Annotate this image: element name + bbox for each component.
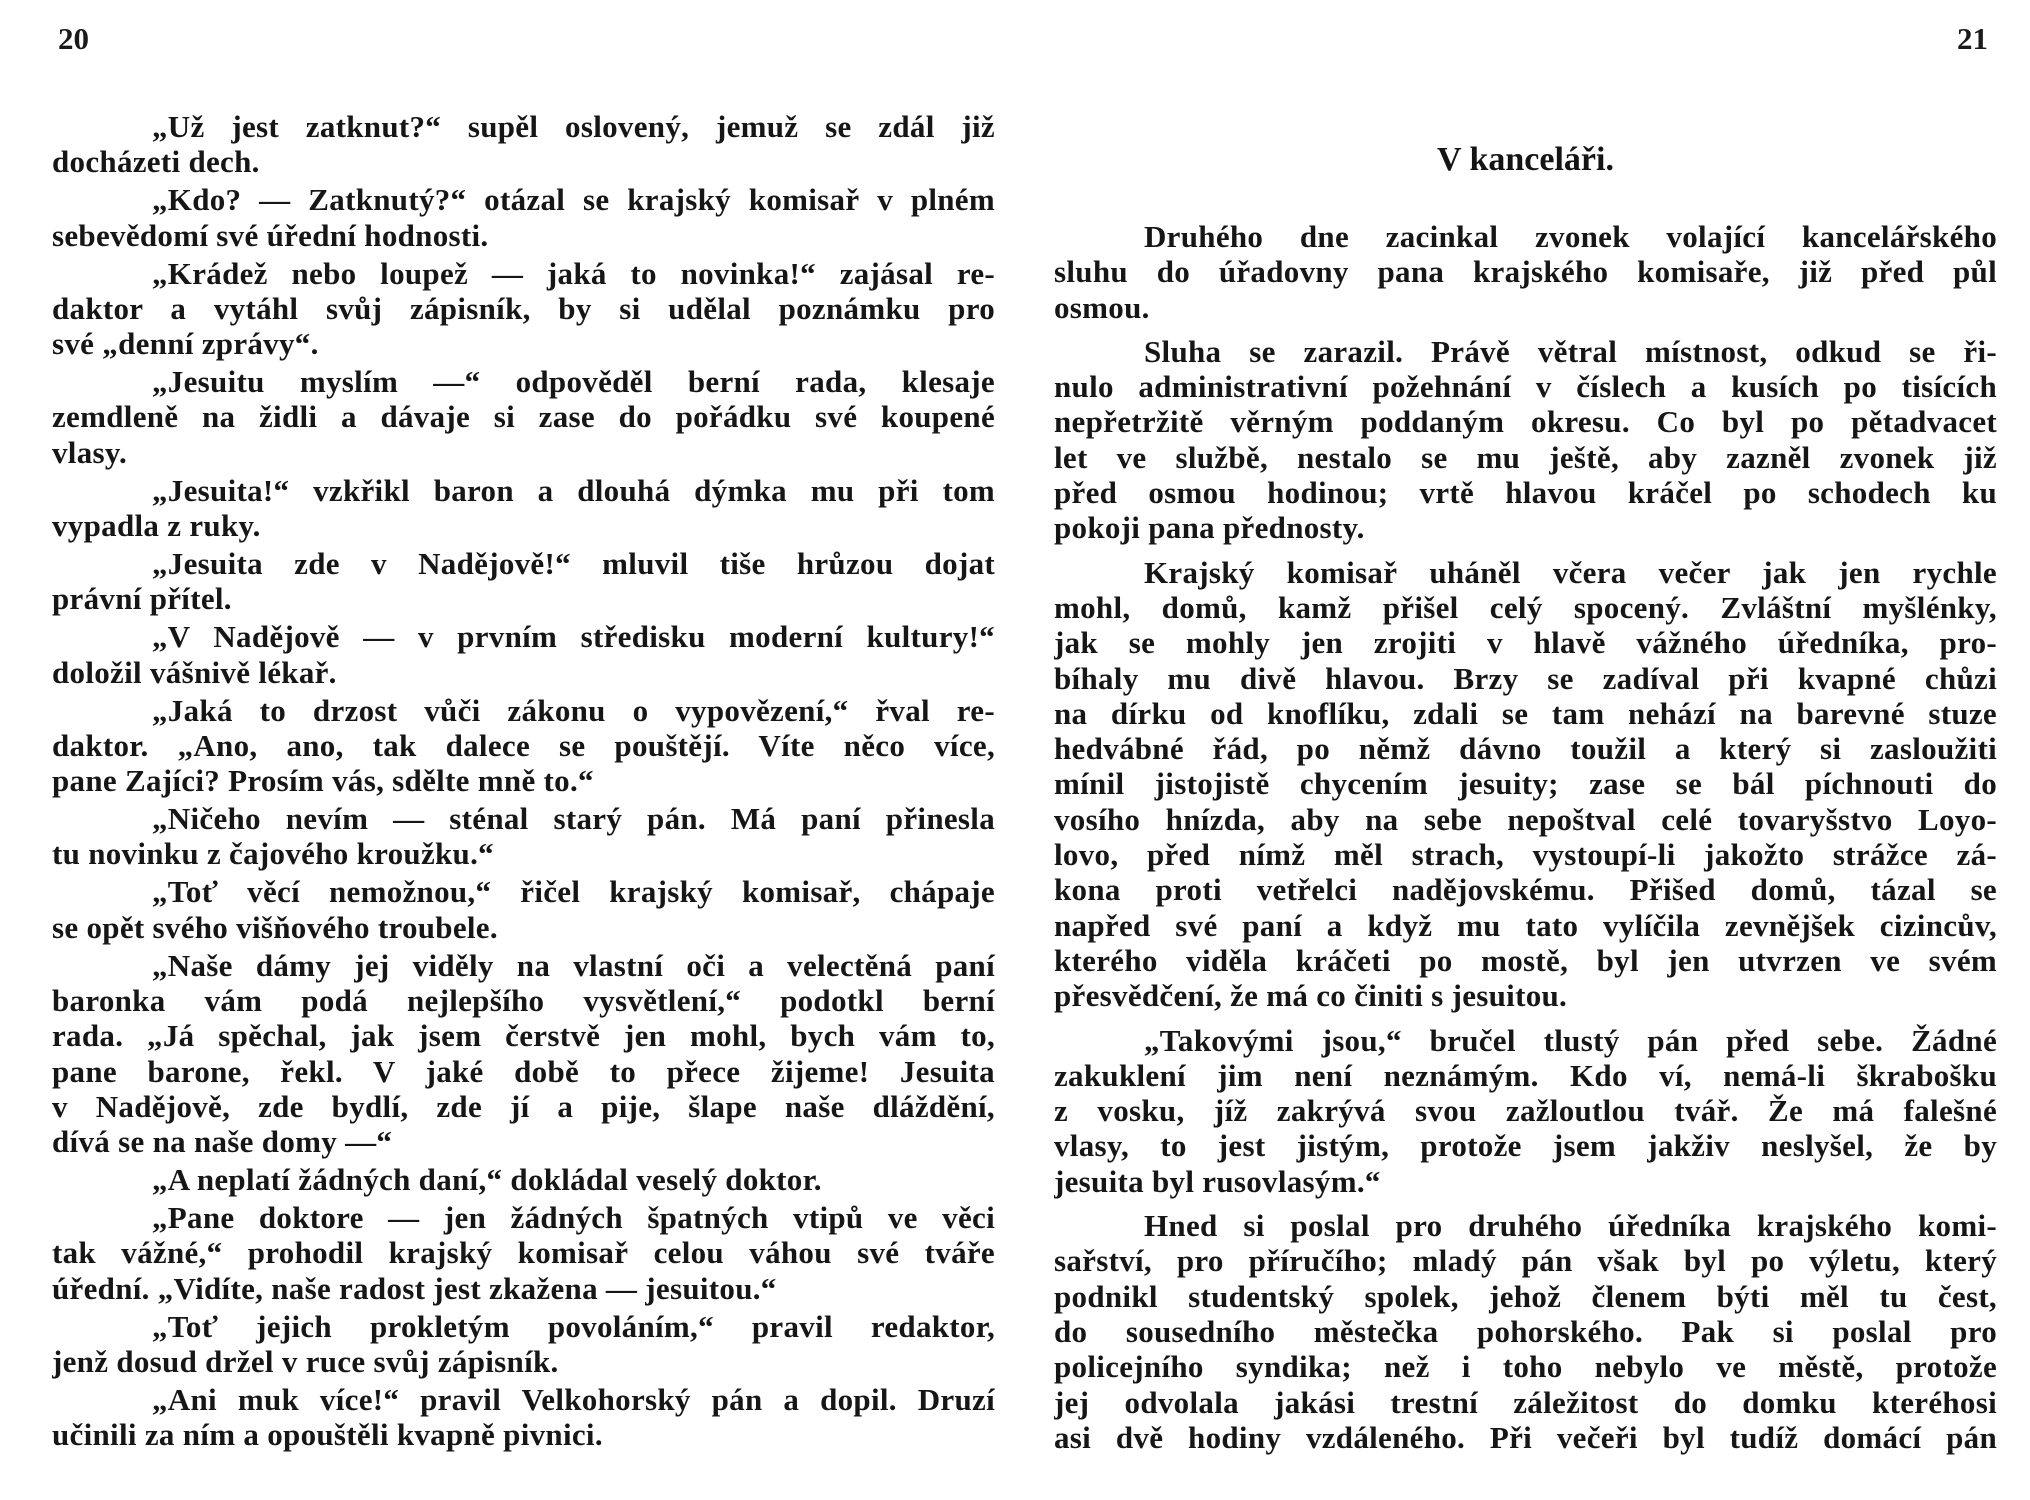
text-line: nulo administrativní požehnání v číslech a kusích po tisících <box>1054 369 1997 405</box>
text-line: nepřetržitě věrným poddaným okresu. Co byl po pětadvacet <box>1054 404 1997 440</box>
text-line: policejního syndika; než i toho nebylo ve městě, protože <box>1054 1349 1997 1385</box>
text-line: dívá se na naše domy —“ <box>52 1124 393 1160</box>
text-line: mínil jistojistě chycením jesuity; zase se bál píchnouti do <box>1054 766 1997 802</box>
text-line: „Už jest zatknut?“ supěl oslovený, jemuž se zdál již <box>152 109 995 144</box>
paragraph <box>52 874 995 945</box>
chapter-title: V kanceláři. <box>1437 141 1614 178</box>
paragraph <box>52 801 995 872</box>
text-line: zemdleně na židli a dávaje si zase do pořádku své koupené <box>52 399 995 435</box>
text-line: tak vážné,“ prohodil krajský komisař celou váhou své tváře <box>52 1235 995 1271</box>
paragraph <box>52 619 995 690</box>
text-line: lovo, před nímž měl strach, vystoupí-li jakožto strážce zá- <box>1054 837 1997 873</box>
text-line: učinili za ním a opouštěli kvapně pivnici. <box>52 1417 603 1453</box>
text-line: zakuklení jim není neznámým. Kdo ví, nemá-li škrabošku <box>1054 1057 1997 1093</box>
text-line: „V Nadějově — v prvním středisku moderní kultury!“ <box>152 619 995 655</box>
text-line: z vosku, jíž zakrývá svou zažloutlou tvář. Že má falešné <box>1054 1093 1997 1129</box>
paragraph <box>52 948 995 1160</box>
text-line: „Ničeho nevím — sténal starý pán. Má paní přinesla <box>152 801 995 837</box>
text-line: asi dvě hodiny vzdáleného. Při večeři byl tudíž domácí pán <box>1054 1419 1997 1455</box>
text-line: vlasy. <box>52 434 128 470</box>
text-line: Krajský komisař uháněl včera večer jak jen rychle <box>1144 554 1997 590</box>
text-line: osmou. <box>1054 289 1150 325</box>
text-line: vlasy, to jest jistým, protože jsem jakživ neslyšel, že by <box>1054 1128 1997 1164</box>
paragraph <box>52 1162 995 1197</box>
paragraph <box>52 1382 995 1453</box>
text-line: právní přítel. <box>52 581 232 617</box>
text-line: „Takovými jsou,“ bručel tlustý pán před sebe. Žádné <box>1144 1022 1997 1058</box>
text-line: podnikl studentský spolek, jehož členem býti měl tu čest, <box>1054 1278 1997 1314</box>
paragraph <box>1054 1023 1997 1199</box>
text-line: své „denní zprávy“. <box>52 326 319 362</box>
text-line: Druhého dne zacinkal zvonek volající kancelářského <box>1144 219 1997 254</box>
text-line: rada. „Já spěchal, jak jsem čerstvě jen mohl, bych vám to, <box>52 1018 995 1054</box>
text-line: jak se mohly jen zrojiti v hlavě vážného úředníka, pro- <box>1054 625 1997 661</box>
text-line: před osmou hodinou; vrtě hlavou kráčel po schodech ku <box>1054 475 1997 511</box>
text-line: Sluha se zarazil. Právě větral místnost, odkud se ři- <box>1144 333 1997 369</box>
text-line: „Jesuita!“ vzkřikl baron a dlouhá dýmka mu při tom <box>152 472 995 508</box>
text-line: do sousedního městečka pohorského. Pak si poslal pro <box>1054 1313 1997 1349</box>
text-line: úřední. „Vidíte, naše radost jest zkažena — jesuitou.“ <box>52 1270 777 1306</box>
paragraph <box>52 182 995 253</box>
text-line: docházeti dech. <box>52 144 260 180</box>
page-number-left: 20 <box>58 21 89 56</box>
text-line: vosího hnízda, aby na sebe nepoštval celé tovaryšstvo Loyo- <box>1054 801 1997 837</box>
paragraph <box>1054 1208 1997 1455</box>
text-line: jej odvolala jakási trestní záležitost do domku kteréhosi <box>1054 1384 1997 1420</box>
text-line: sebevědomí své úřední hodnosti. <box>52 217 489 253</box>
text-line: jenž dosud držel v ruce svůj zápisník. <box>52 1344 559 1380</box>
paragraph <box>52 1309 995 1380</box>
text-line: kona proti vetřelci nadějovskému. Přišed domů, tázal se <box>1054 872 1997 908</box>
right-page-text <box>1054 219 1997 1455</box>
text-line: mohl, domů, kamž přišel celý spocený. Zvláštní myšlénky, <box>1054 589 1997 625</box>
text-line: „Jesuitu myslím —“ odpověděl berní rada, klesaje <box>152 364 995 400</box>
text-line: „Jaká to drzost vůči zákonu o vypovězení,“ řval re- <box>152 692 995 728</box>
text-line: pane barone, řekl. V jaké době to přece žijeme! Jesuita <box>52 1053 995 1089</box>
text-line: se opět svého višňového troubele. <box>52 909 498 945</box>
text-line: daktor. „Ano, ano, tak dalece se pouštějí. Víte něco více, <box>52 727 995 763</box>
text-line: v Nadějově, zde bydlí, zde jí a pije, šlape naše dláždění, <box>52 1088 995 1124</box>
text-line: přesvědčení, že má co činiti s jesuitou. <box>1054 978 1568 1014</box>
left-page-text <box>52 109 995 1453</box>
text-line: hedvábné řád, po němž dávno toužil a který si zasloužiti <box>1054 731 1997 767</box>
text-line: „Naše dámy jej viděly na vlastní oči a velectěná paní <box>152 947 995 983</box>
text-line: „Kdo? — Zatknutý?“ otázal se krajský komisař v plném <box>152 182 995 218</box>
text-line: napřed své paní a když mu tato vylíčila zevnějšek cizincův, <box>1054 907 1997 943</box>
text-line: pokoji pana přednosty. <box>1054 510 1365 546</box>
paragraph <box>1054 219 1997 325</box>
paragraph <box>52 109 995 180</box>
text-line: baronka vám podá nejlepšího vysvětlení,“ podotkl berní <box>52 983 995 1018</box>
paragraph <box>52 473 995 544</box>
text-line: tu novinku z čajového kroužku.“ <box>52 836 494 872</box>
text-line: sluhu do úřadovny pana krajského komisaře, již před půl <box>1054 254 1997 290</box>
text-line: „Krádež nebo loupež — jaká to novinka!“ zajásal re- <box>152 255 995 291</box>
text-line: „Pane doktore — jen žádných špatných vtipů ve věci <box>152 1200 995 1236</box>
text-line: „Toť jejich prokletým povoláním,“ pravil redaktor, <box>152 1308 995 1344</box>
text-line: kterého viděla kráčeti po mostě, byl jen utvrzen ve svém <box>1054 942 1997 978</box>
page-number-right: 21 <box>1957 21 1988 56</box>
text-line: Hned si poslal pro druhého úředníka krajského komi- <box>1144 1208 1997 1244</box>
paragraph <box>52 693 995 799</box>
text-line: pane Zajíci? Prosím vás, sdělte mně to.“ <box>52 763 594 799</box>
text-line: „A neplatí žádných daní,“ dokládal veselý doktor. <box>152 1162 822 1198</box>
text-line: daktor a vytáhl svůj zápisník, by si udělal poznámku pro <box>52 290 995 326</box>
paragraph <box>52 546 995 617</box>
paragraph <box>52 256 995 362</box>
text-line: „Toť věcí nemožnou,“ řičel krajský komisař, chápaje <box>152 874 995 910</box>
text-line: „Ani muk více!“ pravil Velkohorský pán a dopil. Druzí <box>152 1382 995 1418</box>
text-line: bíhaly mu divě hlavou. Brzy se zadíval při kvapné chůzi <box>1054 660 1997 696</box>
paragraph <box>1054 334 1997 546</box>
paragraph <box>1054 555 1997 1014</box>
text-line: let ve službě, nestalo se mu ještě, aby zazněl zvonek již <box>1054 439 1997 475</box>
text-line: „Jesuita zde v Nadějově!“ mluvil tiše hrůzou dojat <box>152 546 995 581</box>
text-line: na dírku od knoflíku, zdali se tam nehází na barevné stuze <box>1054 695 1997 731</box>
paragraph <box>52 1200 995 1306</box>
text-line: jesuita byl rusovlasým.“ <box>1054 1163 1381 1199</box>
paragraph <box>52 364 995 470</box>
text-line: doložil vášnivě lékař. <box>52 654 337 690</box>
text-line: vypadla z ruky. <box>52 508 261 544</box>
text-line: sařství, pro příručího; mladý pán však byl po výletu, který <box>1054 1243 1997 1279</box>
